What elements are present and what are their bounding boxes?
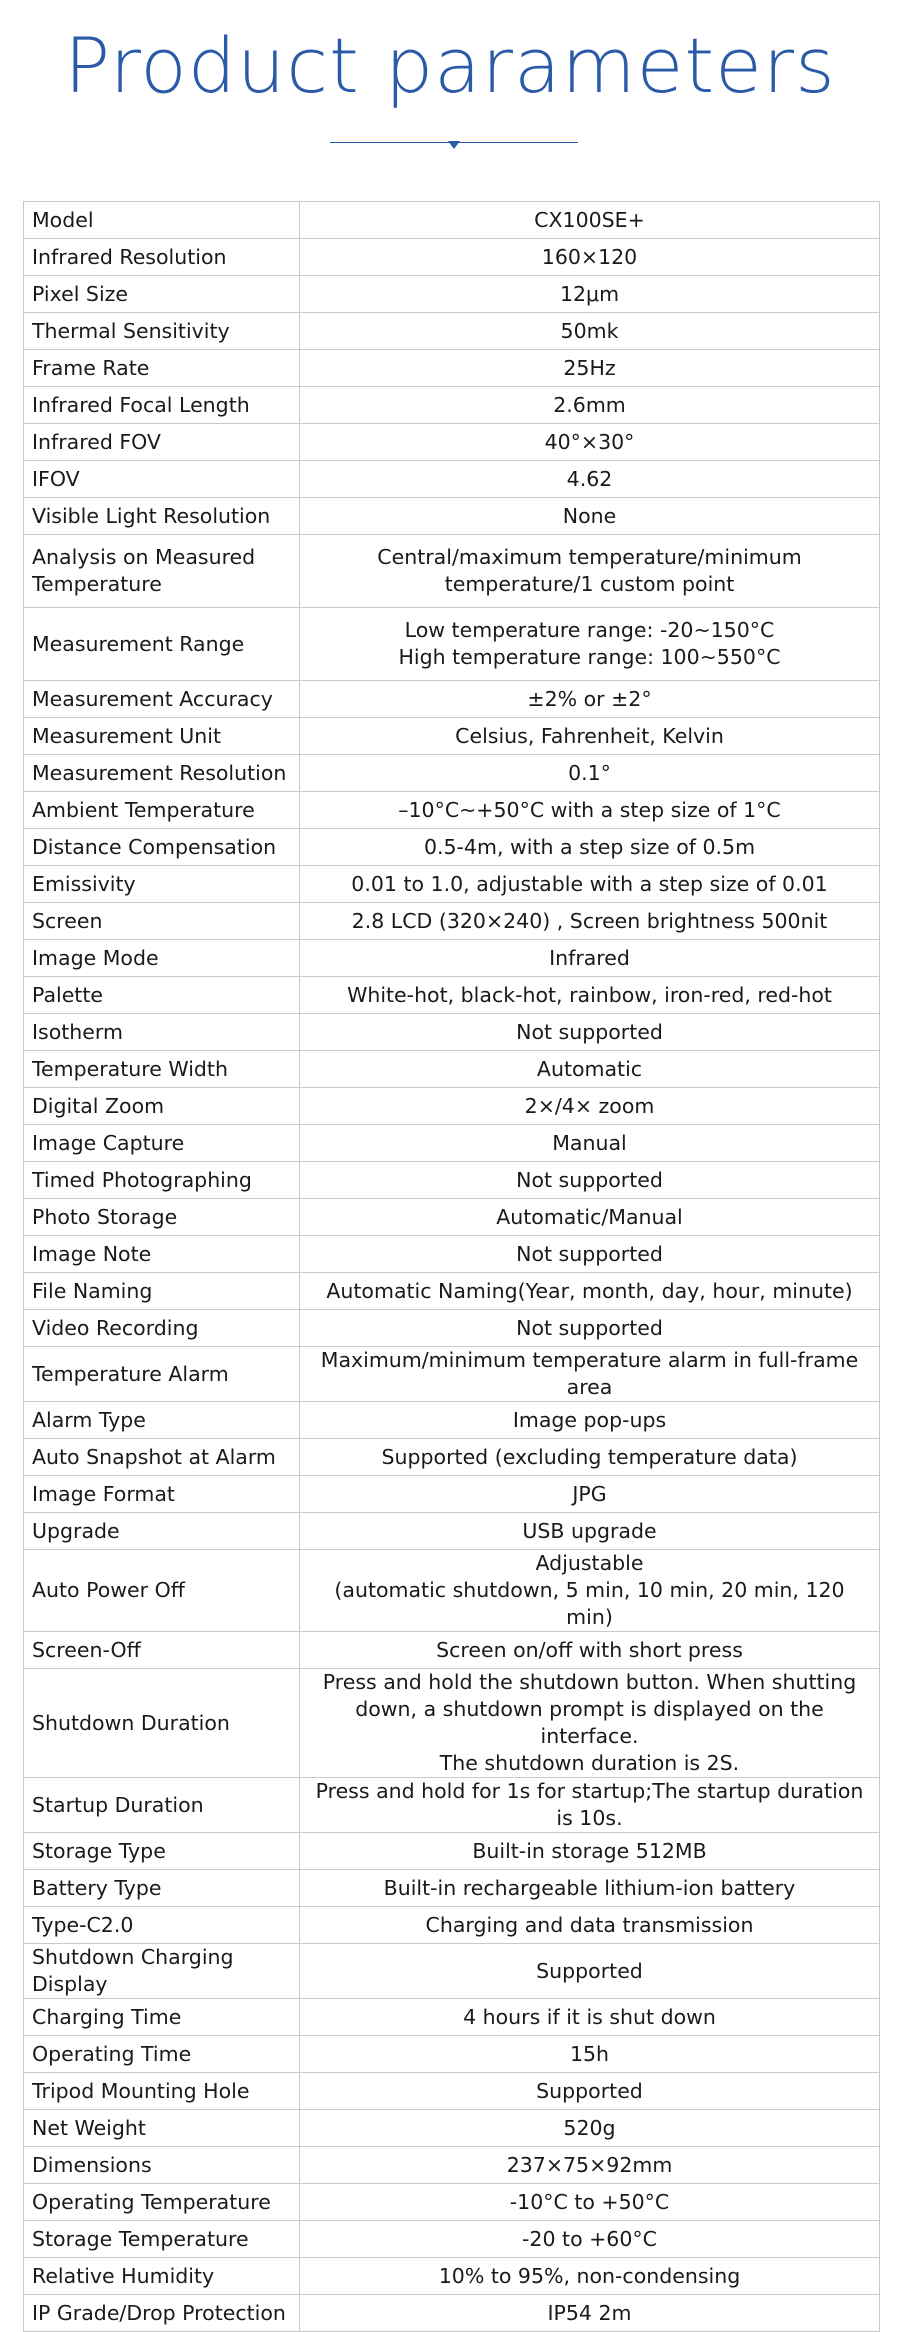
parameter-value: Not supported — [300, 1014, 880, 1051]
parameter-label: Analysis on Measured Temperature — [24, 535, 300, 608]
parameter-value: Press and hold for 1s for startup;The startup duration is 10s. — [300, 1778, 880, 1833]
parameter-value: –10°C~+50°C with a step size of 1°C — [300, 792, 880, 829]
parameter-label: Shutdown Charging Display — [24, 1944, 300, 1999]
parameter-value: 4 hours if it is shut down — [300, 1999, 880, 2036]
parameter-label: Alarm Type — [24, 1402, 300, 1439]
table-row — [24, 1088, 880, 1125]
parameter-value: 10% to 95%, non-condensing — [300, 2258, 880, 2295]
table-row — [24, 1870, 880, 1907]
parameter-value: Maximum/minimum temperature alarm in full-frame area — [300, 1347, 880, 1402]
parameter-value: Press and hold the shutdown button. When shutting down, a shutdown prompt is displayed on the interface. The shutdown duration is 2S. — [300, 1669, 880, 1778]
parameter-value: Image pop-ups — [300, 1402, 880, 1439]
parameter-label: Operating Time — [24, 2036, 300, 2073]
parameter-value: Not supported — [300, 1162, 880, 1199]
table-row — [24, 2110, 880, 2147]
table-row — [24, 1125, 880, 1162]
parameter-value: 237×75×92mm — [300, 2147, 880, 2184]
parameter-value: 25Hz — [300, 350, 880, 387]
parameter-label: Storage Temperature — [24, 2221, 300, 2258]
parameter-value: USB upgrade — [300, 1513, 880, 1550]
parameter-label: Infrared Focal Length — [24, 387, 300, 424]
parameter-label: Image Mode — [24, 940, 300, 977]
parameter-value: 40°×30° — [300, 424, 880, 461]
table-row — [24, 866, 880, 903]
parameter-label: Ambient Temperature — [24, 792, 300, 829]
table-row — [24, 424, 880, 461]
parameter-value: 2×/4× zoom — [300, 1088, 880, 1125]
parameter-value: Automatic/Manual — [300, 1199, 880, 1236]
table-row — [24, 1944, 880, 1999]
table-row — [24, 276, 880, 313]
table-row — [24, 350, 880, 387]
table-row — [24, 2147, 880, 2184]
parameter-value: 160×120 — [300, 239, 880, 276]
table-row — [24, 1402, 880, 1439]
table-row — [24, 1439, 880, 1476]
table-row — [24, 608, 880, 681]
parameter-value: 0.01 to 1.0, adjustable with a step size of 0.01 — [300, 866, 880, 903]
table-row — [24, 239, 880, 276]
parameter-label: Upgrade — [24, 1513, 300, 1550]
parameter-label: Photo Storage — [24, 1199, 300, 1236]
table-row — [24, 1513, 880, 1550]
parameter-label: Image Format — [24, 1476, 300, 1513]
parameter-label: Frame Rate — [24, 350, 300, 387]
parameter-label: Model — [24, 202, 300, 239]
table-row — [24, 1833, 880, 1870]
table-row — [24, 792, 880, 829]
parameter-label: IFOV — [24, 461, 300, 498]
parameter-label: Isotherm — [24, 1014, 300, 1051]
parameter-value: None — [300, 498, 880, 535]
parameter-label: Measurement Unit — [24, 718, 300, 755]
parameter-value: IP54 2m — [300, 2295, 880, 2332]
parameter-label: Image Capture — [24, 1125, 300, 1162]
parameter-label: Palette — [24, 977, 300, 1014]
parameter-label: Tripod Mounting Hole — [24, 2073, 300, 2110]
table-row — [24, 2073, 880, 2110]
parameter-label: Dimensions — [24, 2147, 300, 2184]
parameter-label: Shutdown Duration — [24, 1669, 300, 1778]
parameter-value: JPG — [300, 1476, 880, 1513]
table-row — [24, 1347, 880, 1402]
table-row — [24, 903, 880, 940]
chevron-down-icon — [448, 141, 460, 149]
parameter-value: 2.8 LCD (320×240) , Screen brightness 500nit — [300, 903, 880, 940]
table-row — [24, 1778, 880, 1833]
parameter-label: Battery Type — [24, 1870, 300, 1907]
parameter-value: Charging and data transmission — [300, 1907, 880, 1944]
parameter-value: Manual — [300, 1125, 880, 1162]
parameter-value: -10°C to +50°C — [300, 2184, 880, 2221]
parameter-label: Charging Time — [24, 1999, 300, 2036]
parameter-value: Infrared — [300, 940, 880, 977]
parameter-value: CX100SE+ — [300, 202, 880, 239]
parameter-value: -20 to +60°C — [300, 2221, 880, 2258]
parameter-label: Startup Duration — [24, 1778, 300, 1833]
parameter-label: Screen-Off — [24, 1632, 300, 1669]
table-row — [24, 977, 880, 1014]
parameter-value: Adjustable (automatic shutdown, 5 min, 10 min, 20 min, 120 min) — [300, 1550, 880, 1632]
parameter-label: Net Weight — [24, 2110, 300, 2147]
parameter-label: Infrared FOV — [24, 424, 300, 461]
table-row — [24, 2258, 880, 2295]
parameter-value: Supported — [300, 1944, 880, 1999]
table-row — [24, 1199, 880, 1236]
parameters-table-body — [24, 202, 880, 2332]
table-row — [24, 1310, 880, 1347]
table-row — [24, 755, 880, 792]
table-row — [24, 940, 880, 977]
parameter-label: Auto Snapshot at Alarm — [24, 1439, 300, 1476]
parameter-value: Automatic — [300, 1051, 880, 1088]
parameter-label: Measurement Resolution — [24, 755, 300, 792]
page-title: Product parameters — [64, 21, 836, 110]
table-row — [24, 1999, 880, 2036]
parameter-value: 15h — [300, 2036, 880, 2073]
parameter-value: Central/maximum temperature/minimum temperature/1 custom point — [300, 535, 880, 608]
parameter-value: Low temperature range: -20~150°C High temperature range: 100~550°C — [300, 608, 880, 681]
parameter-value: Automatic Naming(Year, month, day, hour, minute) — [300, 1273, 880, 1310]
table-row — [24, 1273, 880, 1310]
table-row — [24, 829, 880, 866]
parameter-value: Supported (excluding temperature data) — [300, 1439, 880, 1476]
table-row — [24, 1550, 880, 1632]
parameter-label: Temperature Alarm — [24, 1347, 300, 1402]
table-row — [24, 387, 880, 424]
parameter-value: 0.1° — [300, 755, 880, 792]
parameter-label: Relative Humidity — [24, 2258, 300, 2295]
table-row — [24, 1236, 880, 1273]
table-row — [24, 461, 880, 498]
parameter-label: Type-C2.0 — [24, 1907, 300, 1944]
parameter-label: Measurement Range — [24, 608, 300, 681]
table-row — [24, 2221, 880, 2258]
parameter-value: Not supported — [300, 1310, 880, 1347]
parameter-value: Screen on/off with short press — [300, 1632, 880, 1669]
parameter-value: Not supported — [300, 1236, 880, 1273]
parameter-label: Temperature Width — [24, 1051, 300, 1088]
parameter-label: Operating Temperature — [24, 2184, 300, 2221]
parameter-label: Distance Compensation — [24, 829, 300, 866]
table-row — [24, 1669, 880, 1778]
parameter-label: Measurement Accuracy — [24, 681, 300, 718]
parameter-value: 4.62 — [300, 461, 880, 498]
parameter-value: Celsius, Fahrenheit, Kelvin — [300, 718, 880, 755]
table-row — [24, 2036, 880, 2073]
parameter-value: Supported — [300, 2073, 880, 2110]
table-row — [24, 681, 880, 718]
table-row — [24, 313, 880, 350]
parameter-label: Screen — [24, 903, 300, 940]
title-divider — [330, 142, 578, 143]
table-row — [24, 1162, 880, 1199]
parameter-value: 50mk — [300, 313, 880, 350]
table-row — [24, 2184, 880, 2221]
table-row — [24, 718, 880, 755]
parameter-value: ±2% or ±2° — [300, 681, 880, 718]
parameter-label: Timed Photographing — [24, 1162, 300, 1199]
parameter-label: Infrared Resolution — [24, 239, 300, 276]
parameter-value: 12μm — [300, 276, 880, 313]
table-row — [24, 1632, 880, 1669]
parameter-value: 2.6mm — [300, 387, 880, 424]
parameter-value: White-hot, black-hot, rainbow, iron-red, red-hot — [300, 977, 880, 1014]
parameter-label: Auto Power Off — [24, 1550, 300, 1632]
parameter-label: Image Note — [24, 1236, 300, 1273]
parameter-value: Built-in storage 512MB — [300, 1833, 880, 1870]
table-row — [24, 535, 880, 608]
parameter-label: Pixel Size — [24, 276, 300, 313]
table-row — [24, 498, 880, 535]
parameter-label: Storage Type — [24, 1833, 300, 1870]
parameter-value: 520g — [300, 2110, 880, 2147]
parameters-table — [23, 201, 880, 2332]
parameter-value: Built-in rechargeable lithium-ion battery — [300, 1870, 880, 1907]
parameter-value: 0.5-4m, with a step size of 0.5m — [300, 829, 880, 866]
table-row — [24, 2295, 880, 2332]
parameter-label: File Naming — [24, 1273, 300, 1310]
table-row — [24, 1907, 880, 1944]
parameter-label: Thermal Sensitivity — [24, 313, 300, 350]
parameter-label: Digital Zoom — [24, 1088, 300, 1125]
parameter-label: Emissivity — [24, 866, 300, 903]
table-row — [24, 1014, 880, 1051]
table-row — [24, 202, 880, 239]
parameter-label: Video Recording — [24, 1310, 300, 1347]
table-row — [24, 1051, 880, 1088]
parameter-label: IP Grade/Drop Protection — [24, 2295, 300, 2332]
parameter-label: Visible Light Resolution — [24, 498, 300, 535]
table-row — [24, 1476, 880, 1513]
